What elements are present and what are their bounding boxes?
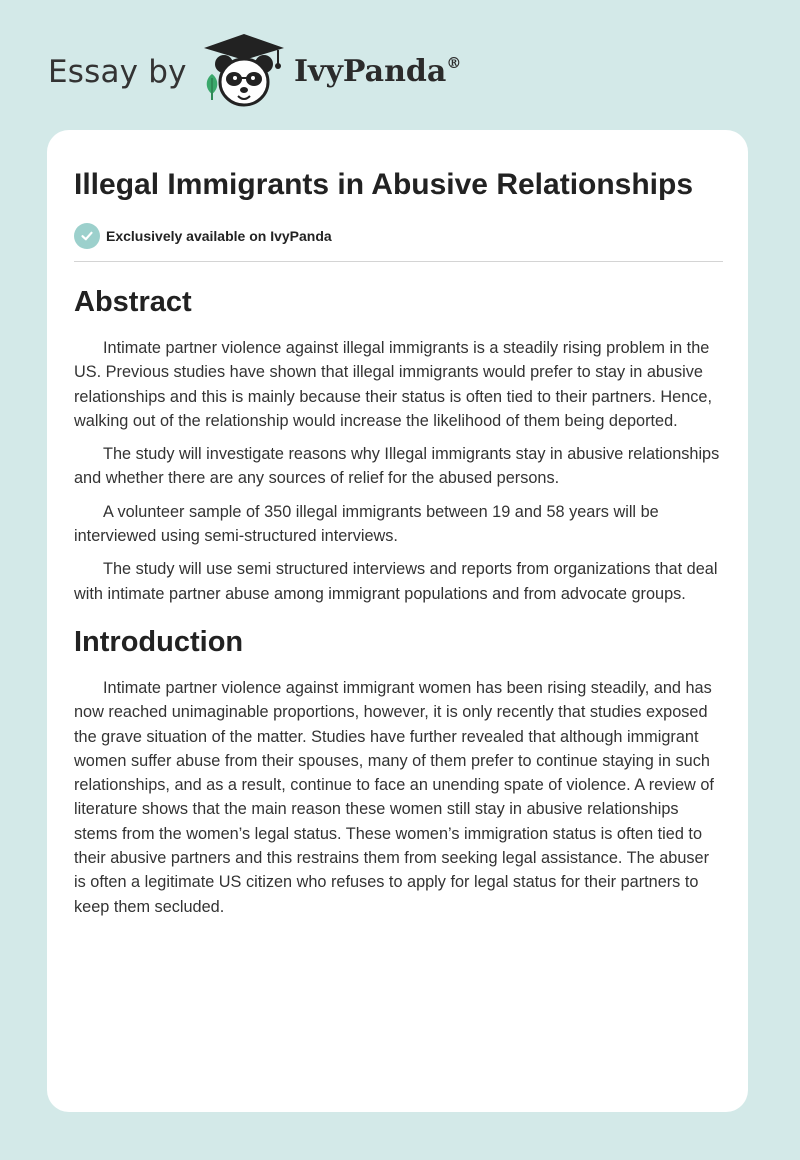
exclusive-badge: [74, 223, 723, 249]
section-heading-abstract: Abstract: [74, 286, 192, 318]
site-header: [48, 30, 748, 110]
brand-name[interactable]: [294, 54, 461, 89]
introduction-paragraph: Intimate partner violence against immigrant women has been rising steadily, and has now reached unimaginable proportions, however, it is only recently that studies exposed the grave situation of the matter. Studies have further revealed that although immigrant women suffer abuse from their spouses, many of them prefer to continue staying in such relationships, and as a result, continue to face an unending spate of violence. A review of literature shows that the main reason these women still stay in abusive relationships stems from the women’s legal status. These women’s immigration status is often tied to their abusive partners and this restrains them from seeking legal assistance. The abuser is often a legitimate US citizen who refuses to apply for legal status for their partners to keep them secluded.: [74, 678, 714, 916]
brand-name-text: IvyPanda: [294, 54, 447, 89]
article-card: [47, 130, 748, 1112]
abstract-paragraph: The study will investigate reasons why Illegal immigrants stay in abusive relationships and whether there are any sources of relief for the abused persons.: [74, 445, 720, 488]
title-divider: [74, 261, 723, 262]
abstract-paragraph: A volunteer sample of 350 illegal immigrants between 19 and 58 years will be interviewed using semi-structured interviews.: [74, 502, 659, 546]
abstract-paragraph: The study will use semi structured interviews and reports from organizations that deal with intimate partner abuse among immigrant populations and from advocate groups.: [74, 560, 718, 603]
article-content: [74, 164, 723, 928]
abstract-body: [74, 336, 723, 606]
panda-graduate-logo-icon[interactable]: [198, 30, 290, 110]
introduction-body: [74, 676, 723, 919]
badge-text: Exclusively available on IvyPanda: [106, 228, 332, 244]
article-title: Illegal Immigrants in Abusive Relationships: [74, 168, 694, 201]
essay-by-label: Essay by: [48, 54, 187, 90]
abstract-paragraph: Intimate partner violence against illegal immigrants is a steadily rising problem in the US. Previous studies have shown that illegal immigrants would prefer to stay in abusive relationships and this is mainly because their status is often tied to their partners. Hence, walking out of the relationship would increase the likelihood of them being deported.: [74, 339, 713, 430]
check-circle-icon: [74, 223, 100, 249]
section-heading-introduction: Introduction: [74, 625, 244, 658]
registered-mark: ®: [446, 54, 462, 72]
